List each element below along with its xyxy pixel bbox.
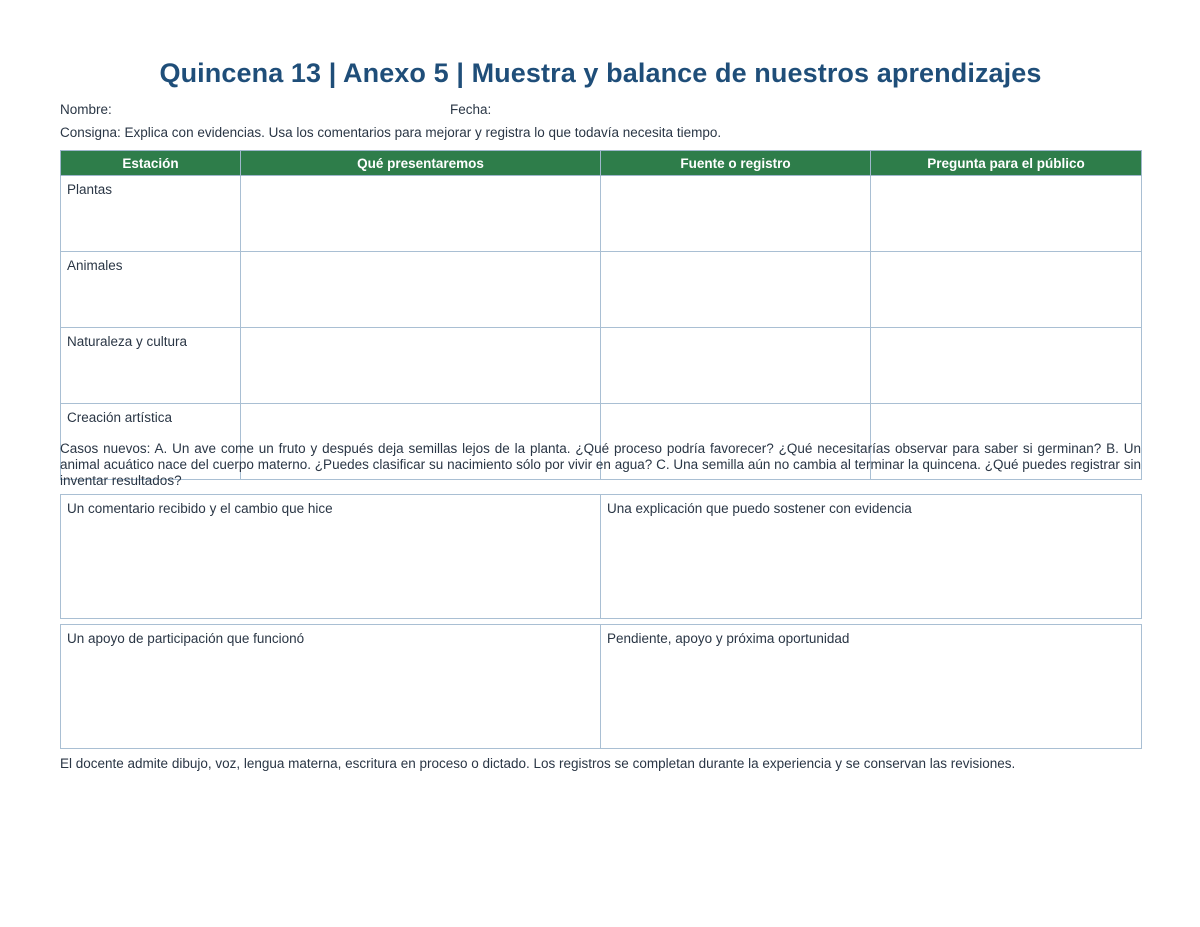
header-que-presentaremos: Qué presentaremos bbox=[241, 151, 601, 176]
support-box[interactable]: Un apoyo de participación que funcionó bbox=[61, 625, 601, 749]
header-estacion: Estación bbox=[61, 151, 241, 176]
student-info bbox=[60, 102, 1141, 117]
source-cell[interactable] bbox=[601, 252, 871, 328]
reflection-grid-top bbox=[60, 494, 1142, 619]
instructions: Consigna: Explica con evidencias. Usa los comentarios para mejorar y registra lo que todavía necesita tiempo. bbox=[60, 125, 722, 140]
footer-note: El docente admite dibujo, voz, lengua materna, escritura en proceso o dictado. Los registros se completan durante la experiencia y se conservan las revisiones. bbox=[60, 756, 1016, 771]
source-cell[interactable] bbox=[601, 328, 871, 404]
station-label: Plantas bbox=[61, 176, 241, 252]
question-cell[interactable] bbox=[871, 252, 1142, 328]
new-cases-text: Casos nuevos: A. Un ave come un fruto y después deja semillas lejos de la planta. ¿Qué proceso podría favorecer? ¿Qué necesitarías observar para saber si germinan? B. Un animal acuático nace del cuerpo materno. ¿Puedes clasificar su nacimiento sólo por vivir en agua? C. Una semilla aún no cambia al terminar la quincena. ¿Qué puedes registrar sin inventar resultados? bbox=[60, 441, 1141, 488]
reflection-grid-bottom bbox=[60, 624, 1142, 749]
presentation-cell[interactable] bbox=[241, 328, 601, 404]
table-row bbox=[61, 176, 1142, 252]
date-label: Fecha: bbox=[450, 102, 492, 117]
feedback-box[interactable]: Un comentario recibido y el cambio que hice bbox=[61, 495, 601, 619]
question-cell[interactable] bbox=[871, 328, 1142, 404]
table-row bbox=[61, 252, 1142, 328]
station-label: Naturaleza y cultura bbox=[61, 328, 241, 404]
station-label: Creación artística bbox=[61, 404, 241, 480]
station-label: Animales bbox=[61, 252, 241, 328]
header-pregunta-publico: Pregunta para el público bbox=[871, 151, 1142, 176]
header-fuente-registro: Fuente o registro bbox=[601, 151, 871, 176]
presentation-cell[interactable] bbox=[241, 252, 601, 328]
name-label: Nombre: bbox=[60, 102, 112, 117]
page-title: Quincena 13 | Anexo 5 | Muestra y balance de nuestros aprendizajes bbox=[159, 58, 1042, 88]
stations-table bbox=[60, 150, 1142, 480]
table-row bbox=[61, 328, 1142, 404]
pending-box[interactable]: Pendiente, apoyo y próxima oportunidad bbox=[601, 625, 1142, 749]
presentation-cell[interactable] bbox=[241, 176, 601, 252]
question-cell[interactable] bbox=[871, 176, 1142, 252]
source-cell[interactable] bbox=[601, 176, 871, 252]
evidence-box[interactable]: Una explicación que puedo sostener con evidencia bbox=[601, 495, 1142, 619]
table-header-row bbox=[61, 151, 1142, 176]
